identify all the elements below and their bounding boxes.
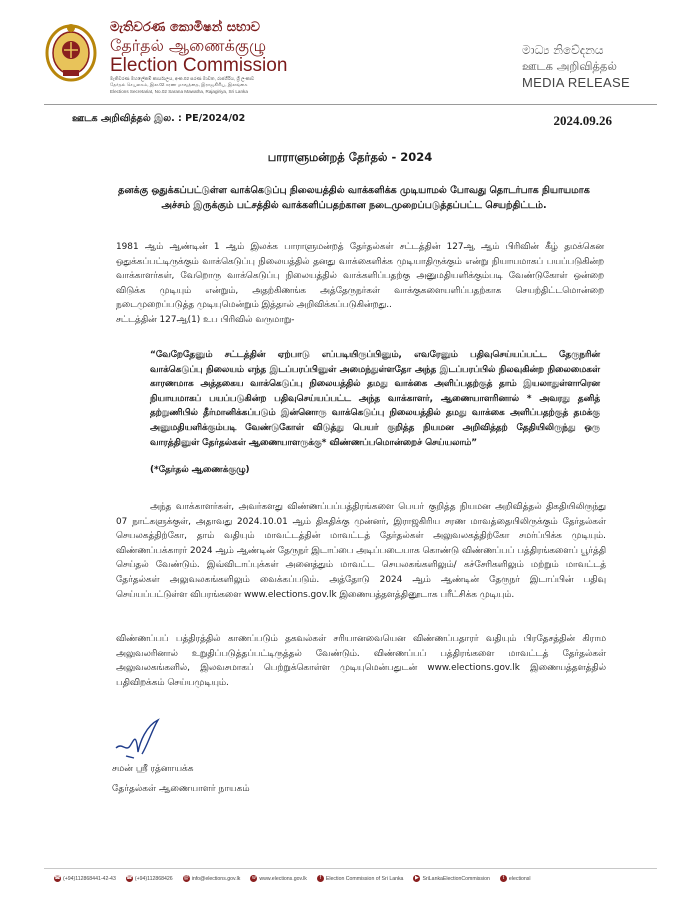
page-subtitle: தனக்கு ஒதுக்கப்பட்டுள்ள வாக்கெடுப்பு நிலையத்தில் வாக்களிக்க முடியாமல் போவது தொடர்பாக நியாயமாக அச்சம் இருக்கும் பட்சத்தில் வாக்களிப்பதற்கான நடைமுறைப்படுத்தப்பட்ட செயற்திட்டம். (118, 185, 590, 211)
national-emblem-icon (44, 20, 98, 82)
signatory-title: தேர்தல்கள் ஆணையாளர் நாயகம் (112, 784, 250, 794)
reference-line (72, 113, 612, 129)
org-name-english: Election Commission (110, 55, 288, 76)
page-title: பாராளுமன்றத் தேர்தல் - 2024 (267, 150, 433, 164)
web-text[interactable]: www.elections.gov.lk (259, 875, 307, 882)
address-line-sinhala: මැතිවරණ මහලේකම් කාර්යාලය, අංක.02 සරණ මාවත, රාජගිරිය, ශ්‍රී ලංකාව (110, 76, 255, 81)
footer-item-email[interactable] (183, 875, 241, 882)
fax-text: (+94)112868426 (134, 875, 173, 882)
facebook-icon: f (317, 875, 324, 882)
footer-item-fax (126, 875, 173, 882)
twitter-icon: t (500, 875, 507, 882)
reference-number: ஊடக அறிவித்தல் இல. : PE/2024/02 (72, 113, 246, 124)
youtube-icon: ▶ (415, 875, 419, 881)
youtube-text[interactable]: SriLankaElectionCommission (422, 875, 490, 882)
signature-icon (112, 712, 192, 762)
footer-divider (44, 868, 657, 869)
twitter-text[interactable]: electionsl (508, 875, 531, 882)
footer-item-twitter[interactable] (500, 875, 531, 882)
footer-item-facebook[interactable] (317, 875, 404, 882)
law-quote: “வேறேதேனும் சட்டத்தின் ஏற்பாடு எப்படியிருப்பினும், எவரேனும் பதிவுசெய்யப்பட்ட தேருநரின் வாக்கெடுப்பு நிலையம் எந்த இடப்பரப்பினுள் அமைந்துள்ளதோ அந்த இடப்பரப்பில் நிலவுகின்ற நிலைமைகள் காரணமாக அத்தகைய வாக்கெடுப்பு நிலையத்தில் தமது வாக்கை அளிப்பதற்குத் தாம் இயலாதுள்ளாரென நியாயமாகப் பயப்படுகின்ற பதிவுசெய்யப்பட்ட அந்த வாக்காளர், ஆணையாளரினால் * அவரது தனித் தற்றுணிபில் தீர்மானிக்கப்படும் இன்னொரு வாக்கெடுப்பு நிலையத்தில் தமது வாக்கை அளிப்பதற்குத் தமக்கு அனுமதியளிக்கும்படி வேண்டுகோள் விடுத்து பெயர் குறித்த நியமன அறிவித்தற் தேதியிலிருந்து ஒரு வாரத்தினுள் தேர்தல்கள் ஆணையாளருக்கு* விண்ணப்பமொன்றைச் செய்யலாம்” (150, 350, 600, 448)
facebook-text[interactable]: Election Commission of Sri Lanka (325, 875, 404, 882)
contact-footer (54, 875, 654, 882)
footer-item-web[interactable] (250, 875, 306, 882)
email-icon: @ (183, 875, 189, 881)
footer-item-youtube[interactable] (413, 875, 489, 882)
address-line-english: Elections Secretariat, No.02 Sarana Mawatha, Rajagiriya, Sri Lanka (110, 88, 248, 94)
phone-text: (+94)112868441-42-43 (63, 875, 116, 882)
paragraph-intro: 1981 ஆம் ஆண்டின் 1 ஆம் இலக்க பாராளுமன்றத் தேர்தல்கள் சட்டத்தின் 127ஆ ஆம் பிரிவின் கீழ் தமக்கென ஒதுக்கப்பட்டிருக்கும் வாக்கெடுப்பு நிலையத்தில் தனது வாக்கைளிக்க முடியாதிருக்கும் என்று நியாயமாகப் பயப்படுகின்ற வாக்காளர்கள், வேறொரு வாக்கெடுப்பு நிலையத்தில் வாக்களிப்பதற்கு அனுமதியளிக்கும்படி வேண்டுகோள் ஒன்றை விடுக்க முடியும் என்றும், அதற்கிணங்க அத்தேருநர்கள் வாக்குகளையளிப்பதற்காக செயற்திட்டமொன்றை நடைமுறைப்படுத்த முடியுமென்றும் இத்தால் அறிவிக்கப்படுகின்றது.. (116, 242, 604, 311)
release-label-sinhala: මාධ්‍ය නිවේදනය (522, 43, 604, 57)
web-icon: w (252, 875, 256, 881)
signatory-name: சமன் ஸ்ரீ ரத்னாயக்க (112, 764, 194, 774)
release-label-tamil: ஊடக அறிவித்தல் (522, 59, 617, 73)
org-name-sinhala: මැතිවරණ කොමිෂන් සභාව (110, 20, 260, 35)
release-label-english: MEDIA RELEASE (522, 75, 630, 90)
release-date: 2024.09.26 (553, 113, 612, 128)
fax-icon: ☎ (126, 875, 133, 881)
phone-icon: ☎ (54, 875, 61, 881)
footer-item-phone (54, 875, 116, 882)
media-release-label (522, 42, 652, 92)
org-name-tamil: தேர்தல் ஆணைக்குழு (110, 36, 267, 55)
email-text[interactable]: info@elections.gov.lk (191, 875, 241, 882)
organization-block (110, 20, 370, 95)
paragraph-form-details: விண்ணப்பப் பத்திரத்தில் காணப்படும் தகவல்கள் சரியானவையென விண்ணப்பதாரர் வதியும் பிரதேசத்தின் கிராம அலுவலரினால் உறுதிப்படுத்தப்பட்டிருத்தல் வேண்டும். விண்ணப்பப் பத்திரங்களை மாவட்டத் தேர்தல்கள் அலுவலகங்களில், இலவசமாகப் பெற்றுக்கொள்ள முடியுமென்பதுடன் www.elections.gov.lk இணையத்தளத்தில் பதிவிறக்கம் செய்யமுடியும். (116, 634, 606, 688)
quote-source: (*தேர்தல் ஆணைக்குழு) (150, 465, 250, 475)
paragraph-application: அந்த வாக்காளர்கள், அவர்களது விண்ணப்பப்பத்திரங்களை பெயர் குறித்த நியமன அறிவித்தல் திகதியிலிருந்து 07 நாட்களுக்குள், அதாவது 2024.10.01 ஆம் திகதிக்கு முன்னர், இராஜகிரிய சரண மாவத்தையிலிருக்கும் தேர்தல்கள் செயலகத்திற்கோ, தாம் வதியும் மாவட்டத்தின் மாவட்டத் தேர்தல்கள் அலுவலகத்திற்கோ சமர்ப்பிக்க முடியும். விண்ணப்பக்காரர் 2024 ஆம் ஆண்டின் தேருநர் இடாப்பை அடிப்படையாக கொண்டு விண்ணப்பப் பத்திரங்களைப் பூர்த்தி செய்தல் வேண்டும். இவ்விடாப்புக்கள் அனைத்தும் மாவட்ட செயலகங்களிலும்/ கச்சேரிகளிலும் மற்றும் மாவட்டத் தேர்தல்கள் அலுவலகங்களிலும் வைக்கப்படும். அத்தோடு 2024 ஆம் ஆண்டின் தேருநர் இடாப்பின் பதிவு செய்யப்பட்டுள்ள விபரங்களை www.elections.gov.lk இணையத்தளத்தினூடாக பரீட்சிக்க முடியும். (116, 502, 606, 600)
address-line-tamil: தேர்தல் செயலகம், இல.02 சரண மாவத்தை, இராஜகிரிய, இலங்கை (110, 82, 248, 88)
header-divider (44, 104, 657, 105)
paragraph-section-ref: சட்டத்தின் 127ஆ(1) உப பிரிவில் வருமாறு- (116, 315, 295, 325)
